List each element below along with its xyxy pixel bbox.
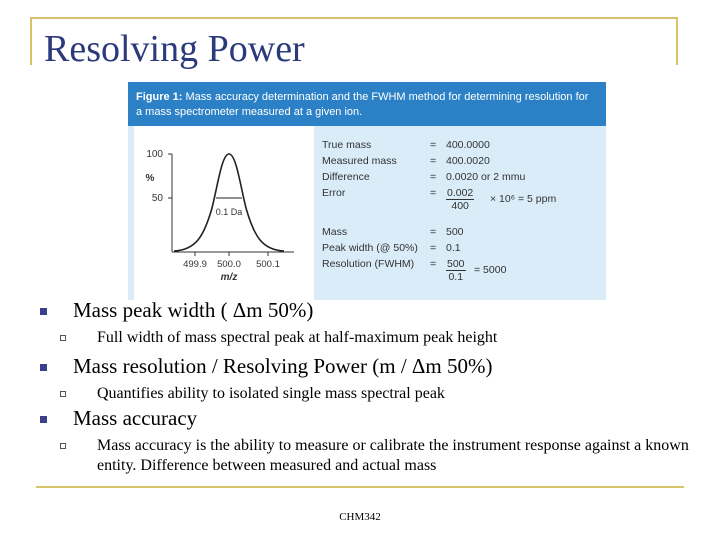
equals-sign: = bbox=[430, 258, 437, 270]
true-mass-value: 400.0000 bbox=[446, 139, 490, 151]
error-fraction bbox=[446, 187, 474, 212]
x-tick-left-label: 499.9 bbox=[183, 259, 207, 270]
figure-caption bbox=[128, 82, 606, 126]
sub-bullet-marker bbox=[60, 443, 66, 449]
peak-curve bbox=[174, 154, 284, 251]
equals-sign: = bbox=[430, 155, 437, 167]
figure-caption-text: Mass accuracy determination and the FWHM method for determining resolution for a mass spectrometer measured at a given ion. bbox=[136, 91, 589, 118]
difference-key: Difference bbox=[322, 171, 370, 183]
bullet-text: Mass accuracy bbox=[73, 406, 198, 430]
true-mass-key: True mass bbox=[322, 139, 372, 151]
measured-mass-key: Measured mass bbox=[322, 155, 397, 167]
calculation-panel bbox=[314, 126, 606, 300]
resolution-fraction bbox=[446, 258, 466, 283]
mass-key: Mass bbox=[322, 226, 348, 238]
equals-sign: = bbox=[430, 187, 437, 199]
bottom-rule bbox=[36, 486, 684, 488]
bullet-text: Mass peak width ( Δm 50%) bbox=[73, 298, 314, 322]
y-tick-50-label: 50 bbox=[151, 193, 163, 204]
top-rule bbox=[30, 17, 678, 19]
x-axis-label: m/z bbox=[220, 272, 238, 283]
peak-plot-svg bbox=[134, 126, 314, 300]
x-tick-right-label: 500.1 bbox=[256, 259, 280, 270]
sub-bullet-text: Mass accuracy is the ability to measure or calibrate the instrument response against a known entity. Difference between measured and actual mass bbox=[97, 437, 689, 474]
equals-sign: = bbox=[430, 242, 437, 254]
figure-panel bbox=[128, 82, 606, 300]
measured-mass-value: 400.0020 bbox=[446, 155, 490, 167]
fwhm-label: 0.1 Da bbox=[215, 207, 243, 217]
resolution-key: Resolution (FWHM) bbox=[322, 258, 415, 270]
error-denominator: 400 bbox=[451, 200, 469, 212]
y-axis-label: % bbox=[145, 173, 155, 184]
footer-label: CHM342 bbox=[339, 511, 381, 523]
left-rule bbox=[30, 17, 32, 65]
peak-plot bbox=[134, 126, 314, 300]
sub-bullet-text: Quantifies ability to isolated single mass spectral peak bbox=[97, 385, 445, 402]
error-row bbox=[322, 187, 602, 217]
sub-bullet-text: Full width of mass spectral peak at half-maximum peak height bbox=[97, 329, 498, 346]
difference-value: 0.0020 or 2 mmu bbox=[446, 171, 526, 183]
mass-value: 500 bbox=[446, 226, 464, 238]
equals-sign: = bbox=[430, 226, 437, 238]
x-tick-mid-label: 500.0 bbox=[217, 259, 241, 270]
error-key: Error bbox=[322, 187, 346, 199]
sub-bullet-marker bbox=[60, 335, 66, 341]
y-tick-100-label: 100 bbox=[146, 149, 163, 160]
right-rule bbox=[676, 17, 678, 65]
figure-caption-label: Figure 1: bbox=[136, 91, 183, 103]
equals-sign: = bbox=[430, 171, 437, 183]
peak-width-value: 0.1 bbox=[446, 242, 461, 254]
resolution-result: = 5000 bbox=[474, 264, 507, 276]
error-result: × 10⁶ = 5 ppm bbox=[490, 193, 557, 205]
resolution-denominator: 0.1 bbox=[448, 271, 464, 283]
bullet-text: Mass resolution / Resolving Power (m / Δm 50%) bbox=[73, 354, 493, 378]
peak-width-key: Peak width (@ 50%) bbox=[322, 242, 418, 254]
bullet-marker bbox=[40, 364, 47, 371]
slide-title: Resolving Power bbox=[44, 28, 305, 70]
resolution-numerator: 500 bbox=[447, 258, 465, 270]
bullet-list bbox=[40, 298, 710, 484]
equals-sign: = bbox=[430, 139, 437, 151]
bullet-marker bbox=[40, 308, 47, 315]
error-numerator: 0.002 bbox=[447, 187, 474, 199]
bullet-marker bbox=[40, 416, 47, 423]
sub-bullet-marker bbox=[60, 391, 66, 397]
resolution-row bbox=[322, 258, 602, 288]
